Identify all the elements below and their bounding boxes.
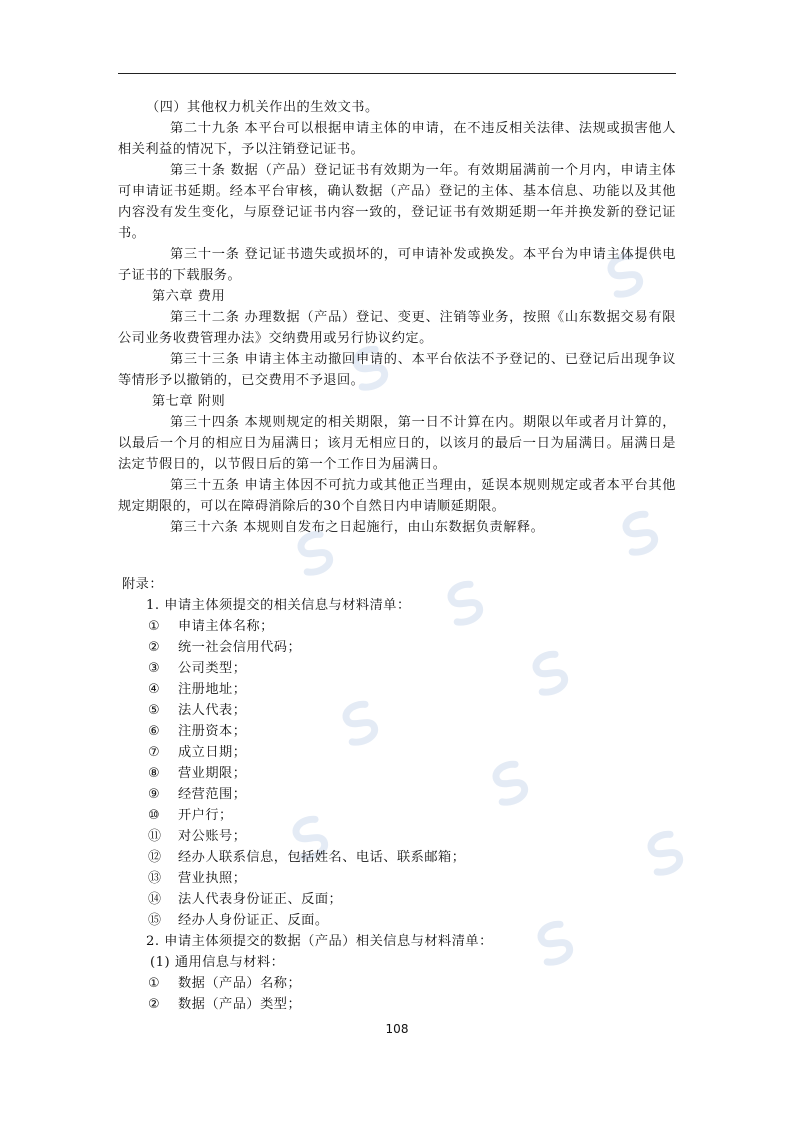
article-36: 第三十六条 本规则自发布之日起施行，由山东数据负责解释。 — [170, 520, 545, 535]
list-item — [118, 763, 676, 784]
appendix-section-title: 1. 申请主体须提交的相关信息与材料清单： — [146, 598, 411, 613]
list-item-text: 对公账号； — [178, 829, 247, 844]
list-item-text: 申请主体名称； — [178, 619, 274, 634]
article-29: 第二十九条 本平台可以根据申请主体的申请，在不违反相关法律、法规或损害他人相关利益的情况下，予以注销登记证书。 — [118, 121, 676, 157]
list-item — [118, 973, 676, 994]
list-item-text: 法人代表； — [178, 703, 247, 718]
list-item-number: ⑮ — [148, 913, 162, 928]
list-item — [118, 742, 676, 763]
list-item-number: ⑫ — [148, 850, 162, 865]
list-item — [118, 784, 676, 805]
list-item-text: 数据（产品）类型； — [178, 997, 302, 1012]
list-item — [118, 994, 676, 1015]
list-item — [118, 679, 676, 700]
list-item — [118, 910, 676, 931]
list-item-number: ② — [148, 640, 161, 655]
list-item-text: 经营范围； — [178, 787, 247, 802]
list-item-text: 注册资本； — [178, 724, 247, 739]
list-item-number: ⑦ — [148, 745, 161, 760]
list-item-number: ⑧ — [148, 766, 161, 781]
list-item-number: ③ — [148, 661, 161, 676]
appendix-title: 附录： — [122, 577, 164, 592]
list-item — [118, 637, 676, 658]
list-item — [118, 826, 676, 847]
list-item — [118, 616, 676, 637]
article-31: 第三十一条 登记证书遗失或损坏的，可申请补发或换发。本平台为申请主体提供电子证书的下载服务。 — [118, 247, 676, 283]
list-item — [118, 805, 676, 826]
list-item-text: 注册地址； — [178, 682, 247, 697]
chapter-heading: 第七章 附则 — [152, 394, 226, 409]
chapter-heading: 第六章 费用 — [152, 289, 226, 304]
appendix-list — [118, 973, 676, 1015]
appendix-section-title: 2. 申请主体须提交的数据（产品）相关信息与材料清单： — [146, 934, 493, 949]
list-item-number: ⑨ — [148, 787, 161, 802]
list-item — [118, 658, 676, 679]
list-item-text: 营业执照； — [178, 871, 247, 886]
list-item-number: ⑪ — [148, 829, 162, 844]
list-item-text: 开户行； — [178, 808, 233, 823]
list-item-text: 成立日期； — [178, 745, 247, 760]
list-item-number: ⑭ — [148, 892, 162, 907]
paragraph: （四）其他权力机关作出的生效文书。 — [146, 100, 379, 115]
list-item-text: 统一社会信用代码； — [178, 640, 302, 655]
list-item — [118, 721, 676, 742]
list-item-number: ④ — [148, 682, 161, 697]
list-item-text: 法人代表身份证正、反面； — [178, 892, 343, 907]
list-item-text: 营业期限； — [178, 766, 247, 781]
page-number: 108 — [385, 1022, 409, 1036]
article-32: 第三十二条 办理数据（产品）登记、变更、注销等业务，按照《山东数据交易有限公司业务收费管理办法》交纳费用或另行协议约定。 — [118, 310, 676, 346]
list-item-number: ⑩ — [148, 808, 161, 823]
appendix-subsection-title: (1) 通用信息与材料： — [150, 955, 285, 970]
list-item — [118, 847, 676, 868]
list-item-text: 经办人联系信息，包括姓名、电话、联系邮箱； — [178, 850, 466, 865]
list-item — [118, 889, 676, 910]
list-item — [118, 700, 676, 721]
list-item-number: ⑬ — [148, 871, 162, 886]
list-item-text: 公司类型； — [178, 661, 247, 676]
list-item-text: 经办人身份证正、反面。 — [178, 913, 329, 928]
appendix-list — [118, 616, 676, 931]
list-item-number: ⑥ — [148, 724, 161, 739]
article-34: 第三十四条 本规则规定的相关期限，第一日不计算在内。期限以年或者月计算的，以最后一个月的相应日为届满日；该月无相应日的，以该月的最后一日为届满日。届满日是法定节假日的，以节假日后的第一个工作日为届满日。 — [118, 415, 676, 472]
list-item-number: ⑤ — [148, 703, 161, 718]
article-30: 第三十条 数据（产品）登记证书有效期为一年。有效期届满前一个月内，申请主体可申请证书延期。经本平台审核，确认数据（产品）登记的主体、基本信息、功能以及其他内容没有发生变化，与原登记证书内容一致的，登记证书有效期延期一年并换发新的登记证书。 — [118, 163, 676, 241]
article-33: 第三十三条 申请主体主动撤回申请的、本平台依法不予登记的、已登记后出现争议等情形予以撤销的，已交费用不予退回。 — [118, 352, 676, 388]
list-item-number: ② — [148, 997, 161, 1012]
list-item-number: ① — [148, 619, 161, 634]
regulation-text — [118, 97, 676, 538]
list-item-text: 数据（产品）名称； — [178, 976, 302, 991]
header-rule — [118, 73, 676, 74]
list-item-number: ① — [148, 976, 161, 991]
list-item — [118, 868, 676, 889]
article-35: 第三十五条 申请主体因不可抗力或其他正当理由，延误本规则规定或者本平台其他规定期限的，可以在障碍消除后的30个自然日内申请顺延期限。 — [118, 478, 676, 514]
appendix — [118, 574, 676, 1015]
